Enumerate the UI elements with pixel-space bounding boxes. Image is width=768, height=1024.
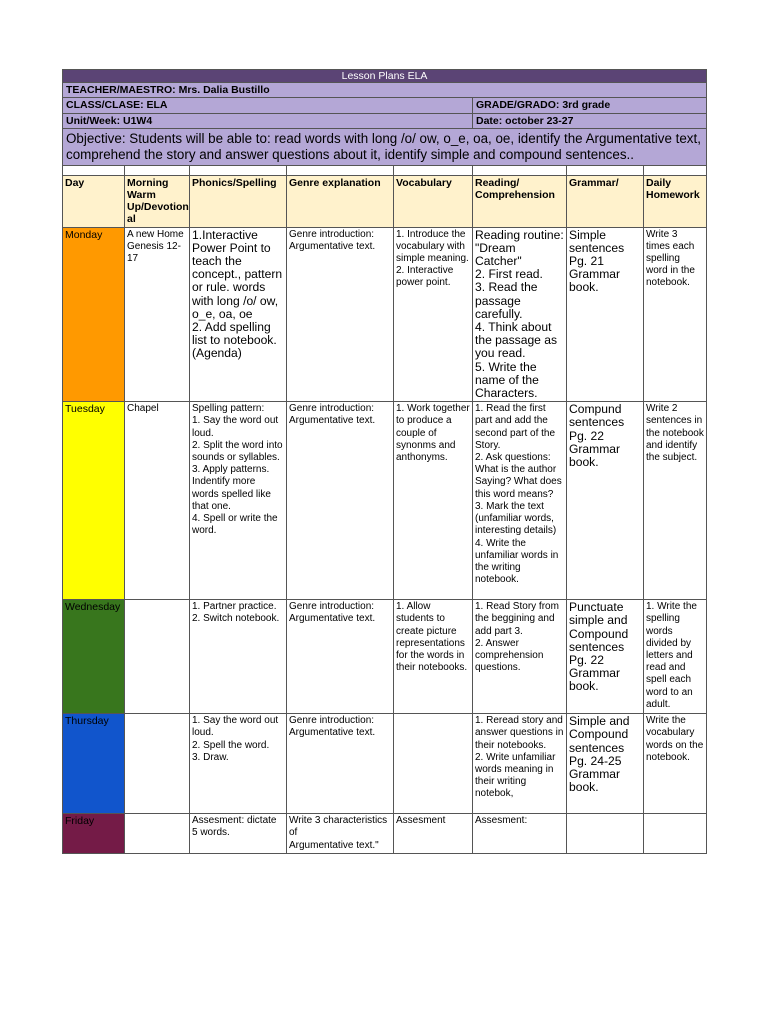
grammar-cell: Simple and Compound sentences Pg. 24-25 Grammar book. xyxy=(567,714,644,814)
genre-cell: Genre introduction: Argumentative text. xyxy=(287,402,394,600)
header-grammar: Grammar/ xyxy=(567,175,644,227)
day-cell: Wednesday xyxy=(63,600,125,714)
phonics-cell: 1. Partner practice. 2. Switch notebook. xyxy=(190,600,287,714)
homework-cell: Write 3 times each spelling word in the notebook. xyxy=(644,227,707,402)
spacer-cell xyxy=(125,165,190,175)
day-cell: Friday xyxy=(63,814,125,854)
genre-cell: Genre introduction: Argumentative text. xyxy=(287,714,394,814)
vocabulary-cell: 1. Work together to produce a couple of synonms and anthonyms. xyxy=(394,402,473,600)
unit-week-field: Unit/Week: U1W4 xyxy=(63,113,473,128)
spacer-cell xyxy=(287,165,394,175)
table-row xyxy=(63,714,707,814)
teacher-field: TEACHER/MAESTRO: Mrs. Dalia Bustillo xyxy=(63,83,707,98)
grammar-cell: Punctuate simple and Compound sentences Pg. 22 Grammar book. xyxy=(567,600,644,714)
reading-cell: Assesment: xyxy=(473,814,567,854)
genre-cell: Write 3 characteristics of Argumentative text." xyxy=(287,814,394,854)
warmup-cell xyxy=(125,714,190,814)
grammar-cell: Simple sentences Pg. 21 Grammar book. xyxy=(567,227,644,402)
phonics-cell: 1. Say the word out loud. 2. Spell the word. 3. Draw. xyxy=(190,714,287,814)
genre-cell: Genre introduction: Argumentative text. xyxy=(287,600,394,714)
lesson-plan-sheet xyxy=(62,69,706,854)
objective-text: Objective: Students will be able to: read words with long /o/ ow, o_e, oa, oe, identify the Argumentative text, comprehend the story and answer questions about it, identify simple and compound sentences.. xyxy=(63,128,707,165)
lesson-plan-table xyxy=(62,69,707,854)
warmup-cell xyxy=(125,600,190,714)
grammar-cell xyxy=(567,814,644,854)
spacer-cell xyxy=(63,165,125,175)
vocabulary-cell: 1. Allow students to create picture representations for the words in their notebooks. xyxy=(394,600,473,714)
genre-cell: Genre introduction: Argumentative text. xyxy=(287,227,394,402)
grammar-cell: Compund sentences Pg. 22 Grammar book. xyxy=(567,402,644,600)
reading-cell: 1. Read the first part and add the second part of the Story. 2. Ask questions: What is the author Saying? What does this word means? 3. Mark the text (unfamiliar words, interesting details) 4. Write the unfamiliar words in the writing notebook. xyxy=(473,402,567,600)
day-cell: Tuesday xyxy=(63,402,125,600)
phonics-cell: Assesment: dictate 5 words. xyxy=(190,814,287,854)
header-warmup: Morning Warm Up/Devotion al xyxy=(125,175,190,227)
date-field: Date: october 23-27 xyxy=(473,113,707,128)
grade-field: GRADE/GRADO: 3rd grade xyxy=(473,98,707,113)
spacer-cell xyxy=(567,165,644,175)
homework-cell: Write the vocabulary words on the notebook. xyxy=(644,714,707,814)
vocabulary-cell xyxy=(394,714,473,814)
header-vocabulary: Vocabulary xyxy=(394,175,473,227)
homework-cell xyxy=(644,814,707,854)
spacer-cell xyxy=(394,165,473,175)
table-row xyxy=(63,227,707,402)
reading-cell: 1. Reread story and answer questions in their notebooks. 2. Write unfamiliar words meaning in their writing notebok, xyxy=(473,714,567,814)
warmup-cell xyxy=(125,814,190,854)
warmup-cell: Chapel xyxy=(125,402,190,600)
header-genre: Genre explanation xyxy=(287,175,394,227)
reading-cell: Reading routine: "Dream Catcher" 2. First read. 3. Read the passage carefully. 4. Think about the passage as you read. 5. Write the name of the Characters. xyxy=(473,227,567,402)
table-row xyxy=(63,814,707,854)
class-field: CLASS/CLASE: ELA xyxy=(63,98,473,113)
table-row xyxy=(63,402,707,600)
day-cell: Monday xyxy=(63,227,125,402)
homework-cell: Write 2 sentences in the notebook and identify the subject. xyxy=(644,402,707,600)
spacer-cell xyxy=(190,165,287,175)
header-reading: Reading/ Comprehension xyxy=(473,175,567,227)
header-phonics: Phonics/Spelling xyxy=(190,175,287,227)
header-day: Day xyxy=(63,175,125,227)
spacer-cell xyxy=(473,165,567,175)
warmup-cell: A new Home Genesis 12-17 xyxy=(125,227,190,402)
spacer-cell xyxy=(644,165,707,175)
homework-cell: 1. Write the spelling words divided by letters and read and spell each word to an adult. xyxy=(644,600,707,714)
reading-cell: 1. Read Story from the beggining and add part 3. 2. Answer comprehension questions. xyxy=(473,600,567,714)
sheet-title: Lesson Plans ELA xyxy=(63,70,707,83)
table-row xyxy=(63,600,707,714)
vocabulary-cell: 1. Introduce the vocabulary with simple meaning. 2. Interactive power point. xyxy=(394,227,473,402)
vocabulary-cell: Assesment xyxy=(394,814,473,854)
phonics-cell: 1.Interactive Power Point to teach the concept., pattern or rule. words with long /o/ ow, o_e, oa, oe 2. Add spelling list to notebook.(Agenda) xyxy=(190,227,287,402)
header-homework: Daily Homework xyxy=(644,175,707,227)
day-cell: Thursday xyxy=(63,714,125,814)
phonics-cell: Spelling pattern: 1. Say the word out loud. 2. Split the word into sounds or syllables. 3. Apply patterns. Indentify more words spelled like that one. 4. Spell or write the word. xyxy=(190,402,287,600)
